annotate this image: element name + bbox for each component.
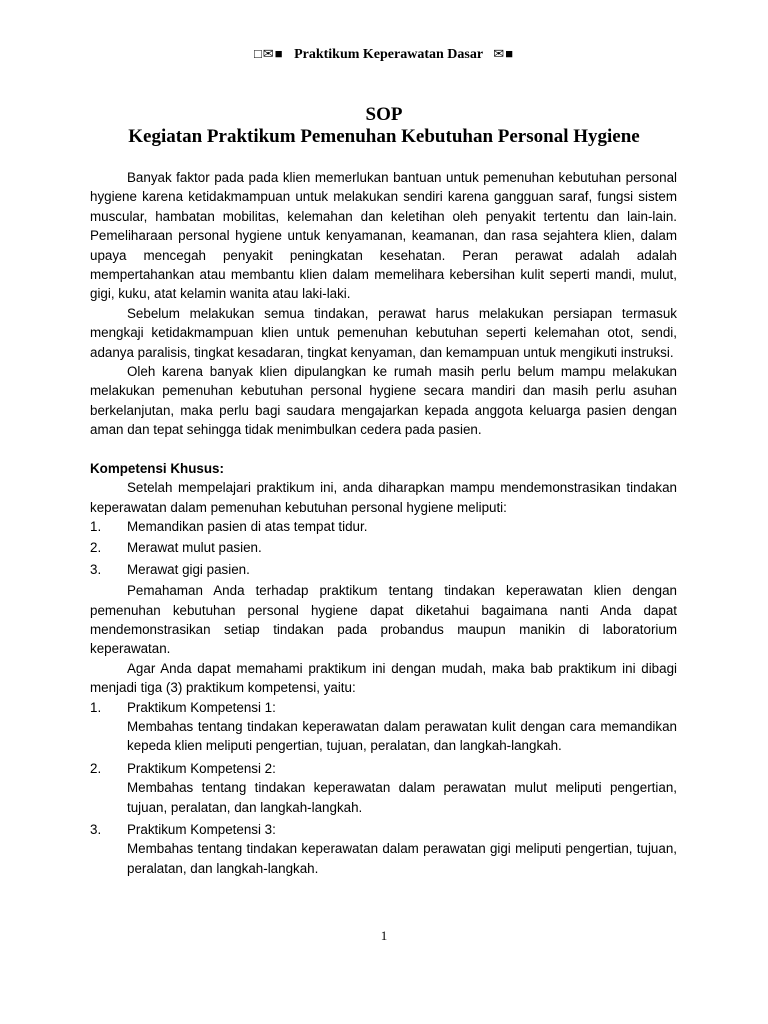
intro-paragraph: Sebelum melakukan semua tindakan, perawat harus melakukan persiapan termasuk mengkaji ketidakmampuan klien untuk pemenuhan kebutuhan seperti kelemahan otot, sendi, adanya paralisis, tingkat kesadaran, tingkat kenyaman, dan kemampuan untuk mengikuti instruksi. (90, 305, 677, 360)
running-header (0, 46, 768, 63)
header-left-decoration-icon: □✉■ (253, 46, 284, 61)
competency-list (90, 698, 677, 879)
page-number: 1 (380, 928, 388, 943)
list-text: Memandikan pasien di atas tempat tidur. (127, 518, 368, 534)
competency-title: Praktikum Kompetensi 1: (127, 699, 276, 715)
competency-title: Praktikum Kompetensi 3: (127, 822, 276, 837)
division-paragraph: Agar Anda dapat memahami praktikum ini dengan mudah, maka bab praktikum ini dibagi menjadi tiga (3) praktikum kompetensi, yaitu: (90, 660, 677, 696)
list-item (90, 538, 677, 557)
competency-item (90, 698, 677, 756)
competency-title: Praktikum Kompetensi 2: (127, 760, 276, 776)
kompetensi-list (90, 517, 677, 579)
competency-number: 2. (90, 760, 102, 776)
header-title: Praktikum Keperawatan Dasar (294, 47, 483, 62)
competency-item (90, 759, 677, 817)
document-body (90, 168, 677, 881)
section-heading: Kompetensi Khusus: (90, 460, 224, 476)
document-title: SOP (365, 104, 403, 125)
list-text: Merawat mulut pasien. (127, 540, 262, 556)
understanding-paragraph: Pemahaman Anda terhadap praktikum tentang tindakan keperawatan klien dengan pemenuhan kebutuhan personal hygiene dapat diketahui bagaimana nanti Anda dapat mendemonstrasikan setiap tindakan pada probandus maupun manikin di laboratorium keperawatan. (90, 583, 677, 657)
list-item (90, 517, 677, 536)
competency-description: Membahas tentang tindakan keperawatan dalam perawatan kulit dengan cara memandikan kepeda klien meliputi pengertian, tujuan, peralatan, dan langkah-langkah. (127, 718, 677, 754)
list-text: Merawat gigi pasien. (127, 561, 250, 577)
list-number: 1. (90, 518, 102, 534)
competency-item (90, 820, 677, 878)
kompetensi-intro: Setelah mempelajari praktikum ini, anda diharapkan mampu mendemonstrasikan tindakan keperawatan dalam pemenuhan kebutuhan personal hygiene meliputi: (90, 480, 677, 515)
competency-description: Membahas tentang tindakan keperawatan dalam perawatan mulut meliputi pengertian, tujuan, peralatan, dan langkah-langkah. (127, 780, 677, 815)
header-right-decoration-icon: ✉■ (493, 46, 515, 61)
title-block (0, 104, 768, 148)
list-number: 3. (90, 561, 102, 577)
list-item (90, 560, 677, 579)
document-subtitle: Kegiatan Praktikum Pemenuhan Kebutuhan Personal Hygiene (128, 126, 640, 147)
intro-paragraph: Banyak faktor pada pada klien memerlukan bantuan untuk pemenuhan kebutuhan personal hygiene karena ketidakmampuan untuk melakukan sendiri karena gangguan saraf, fungsi sistem muscular, hambatan mobilitas, kelemahan dan keletihan oleh penyakit tertentu dan lain-lain. Pemeliharaan personal hygiene untuk kenyamanan, keamanan, dan rasa sejahtera klien, dalam upaya mencegah penyakit peningkatan kesehatan. Peran perawat adalah adalah mempertahankan atau membantu klien dalam memelihara kebersihan kulit seperti mandi, mulut, gigi, kuku, atat kelamin wanita atau laki-laki. (90, 170, 677, 302)
competency-number: 3. (90, 822, 102, 837)
intro-paragraph: Oleh karena banyak klien dipulangkan ke rumah masih perlu belum mampu melakukan melakukan pemenuhan kebutuhan personal hygiene secara mandiri dan masih perlu asuhan berkelanjutan, maka perlu bagi saudara mengajarkan kepada anggota keluarga pasien dengan aman dan tepat sehingga tidak menimbulkan cedera pada pasien. (90, 364, 677, 438)
competency-description: Membahas tentang tindakan keperawatan dalam perawatan gigi meliputi pengertian, tujuan, peralatan, dan langkah-langkah. (127, 841, 677, 876)
list-number: 2. (90, 540, 102, 556)
competency-number: 1. (90, 699, 102, 715)
